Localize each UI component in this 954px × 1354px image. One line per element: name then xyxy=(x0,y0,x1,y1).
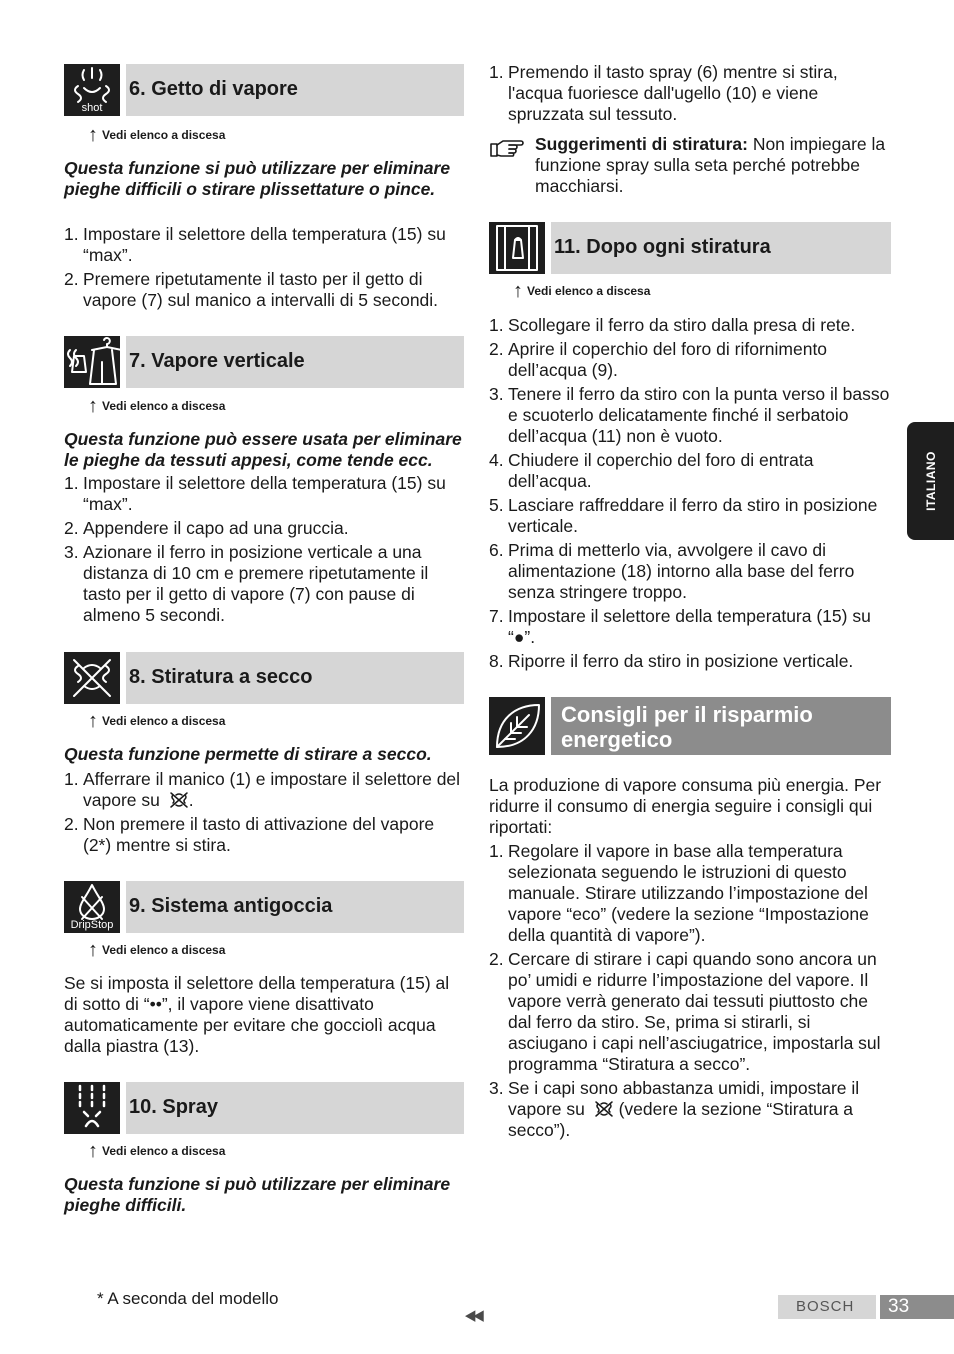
step-number: 1. xyxy=(489,62,504,82)
step-text: Lasciare raffreddare il ferro da stiro in posizione verticale. xyxy=(508,495,878,536)
step-text: Impostare il selettore della temperatura (15) su “●”. xyxy=(508,606,871,647)
list-item xyxy=(64,518,464,539)
energy-steps xyxy=(489,841,891,1144)
step-text-end: (vedere la sezione “Stiratura a secco”). xyxy=(508,1099,854,1140)
see-below-text: Vedi elenco a discesa xyxy=(102,943,226,957)
section-title: 8. Stiratura a secco xyxy=(129,666,313,688)
list-item xyxy=(489,841,891,946)
section-title-bar xyxy=(126,881,464,933)
up-arrow-icon: ↑ xyxy=(88,124,98,146)
leaf-icon xyxy=(489,697,545,755)
section-6-intro: Questa funzione si può utilizzare per eliminare pieghe difficili o stirare plissettature o pince. xyxy=(64,158,451,199)
step-number: 3. xyxy=(489,1078,504,1098)
list-item xyxy=(489,315,891,336)
list-item xyxy=(489,62,891,125)
up-arrow-icon: ↑ xyxy=(88,939,98,961)
list-item xyxy=(489,949,891,1075)
section-7-steps xyxy=(64,473,464,629)
list-item xyxy=(489,540,891,603)
step-text: Impostare il selettore della temperatura (15) su “max”. xyxy=(83,473,446,514)
see-below-text: Vedi elenco a discesa xyxy=(102,128,226,142)
step-number: 1. xyxy=(64,224,79,244)
section-title: 9. Sistema antigoccia xyxy=(129,895,333,917)
vertical-steam-icon xyxy=(64,336,120,388)
see-below-text: Vedi elenco a discesa xyxy=(527,284,651,298)
up-arrow-icon: ↑ xyxy=(88,1140,98,1162)
list-item xyxy=(64,769,464,811)
step-number: 7. xyxy=(489,606,504,626)
step-text: Non premere il tasto di attivazione del vapore (2*) mentre si stira. xyxy=(83,814,435,855)
step-text: Chiudere il coperchio del foro di entrata dell’acqua. xyxy=(508,450,814,491)
no-steam-icon xyxy=(594,1100,614,1118)
section-title-bar xyxy=(126,64,464,116)
tip-text: Non impiegare la funzione spray sulla seta perché potrebbe macchiarsi. xyxy=(535,134,886,196)
steam-shot-icon xyxy=(64,64,120,116)
after-ironing-icon xyxy=(489,222,545,274)
list-item xyxy=(64,473,464,515)
section-6-steps xyxy=(64,224,464,314)
up-arrow-icon: ↑ xyxy=(88,395,98,417)
step-text: Aprire il coperchio del foro di rifornimento dell’acqua (9). xyxy=(508,339,828,380)
step-number: 6. xyxy=(489,540,504,560)
step-number: 2. xyxy=(64,518,79,538)
page-number: 33 xyxy=(888,1296,910,1317)
step-text: Regolare il vapore in base alla temperatura selezionata seguendo le istruzioni di questo manuale. Stirare utilizzando l’impostazione del vapore “eco” (vedere la sezione “Impostazione della quantità di vapore”). xyxy=(508,841,869,945)
list-item xyxy=(489,606,891,648)
list-item xyxy=(489,1078,891,1141)
step-number: 1. xyxy=(64,473,79,493)
list-item xyxy=(64,269,464,311)
step-text: Appendere il capo ad una gruccia. xyxy=(83,518,349,538)
step-number: 4. xyxy=(489,450,504,470)
section-10-header xyxy=(64,1082,464,1134)
see-below-note xyxy=(513,280,650,303)
step-text: Riporre il ferro da stiro in posizione verticale. xyxy=(508,651,854,671)
step-text: Scollegare il ferro da stiro dalla presa di rete. xyxy=(508,315,856,335)
list-item xyxy=(489,384,891,447)
section-7-header xyxy=(64,336,464,388)
energy-title-bar xyxy=(551,697,891,755)
see-below-text: Vedi elenco a discesa xyxy=(102,399,226,413)
step-number: 1. xyxy=(64,769,79,789)
section-title-bar xyxy=(551,222,891,274)
section-title-bar xyxy=(126,652,464,704)
step-text: Cercare di stirare i capi quando sono ancora un po’ umidi e ridurre l’impostazione del vapore. Il vapore verrà generato dai tessuti piuttosto che dal ferro da stiro. Se, prima si stirarli, si asciugano i capi nell’asciugatrice, impostarla sul programma “Stiratura a secco”. xyxy=(508,949,881,1074)
see-below-text: Vedi elenco a discesa xyxy=(102,714,226,728)
step-number: 2. xyxy=(64,814,79,834)
spray-icon xyxy=(64,1082,120,1134)
section-title: 7. Vapore verticale xyxy=(129,350,305,372)
section-10-intro: Questa funzione si può utilizzare per eliminare pieghe difficili. xyxy=(64,1174,451,1215)
list-item xyxy=(64,542,464,626)
previous-page-icon[interactable]: ◀◀ xyxy=(465,1307,482,1324)
section-8-intro: Questa funzione permette di stirare a secco. xyxy=(64,744,432,764)
icon-caption: shot xyxy=(81,102,103,114)
list-item xyxy=(489,339,891,381)
step-number: 5. xyxy=(489,495,504,515)
dripstop-icon xyxy=(64,881,120,933)
see-below-note xyxy=(88,939,225,962)
step-text: Premendo il tasto spray (6) mentre si stira, l'acqua fuoriesce dall'ugello (10) e viene spruzzata sul tessuto. xyxy=(508,62,838,124)
section-title-bar xyxy=(126,336,464,388)
list-item xyxy=(64,224,464,266)
section-10-steps xyxy=(489,62,891,128)
list-item xyxy=(489,495,891,537)
ironing-tip xyxy=(535,134,893,197)
step-number: 2. xyxy=(489,949,504,969)
up-arrow-icon: ↑ xyxy=(88,710,98,732)
energy-intro: La produzione di vapore consuma più energia. Per ridurre il consumo di energia seguire i consigli qui riportati: xyxy=(489,775,882,837)
footnote: * A seconda del modello xyxy=(97,1289,279,1308)
brand-name: BOSCH xyxy=(796,1298,855,1315)
step-number: 2. xyxy=(489,339,504,359)
section-7-intro: Questa funzione può essere usata per eliminare le pieghe da tessuti appesi, come tende ecc. xyxy=(64,429,462,470)
section-9-body: Se si imposta il selettore della temperatura (15) al di sotto di “••”, il vapore viene disattivato automaticamente per evitare che gocciolì acqua dalla piastra (13). xyxy=(64,973,450,1056)
step-text-end: . xyxy=(188,790,194,810)
tip-label: Suggerimenti di stiratura: xyxy=(535,134,748,154)
step-number: 2. xyxy=(64,269,79,289)
step-text: Afferrare il manico (1) e impostare il selettore del vapore su xyxy=(83,769,461,810)
list-item xyxy=(64,814,464,856)
energy-section-title: Consigli per il risparmio energetico xyxy=(561,702,813,752)
step-text: Premere ripetutamente il tasto per il getto di vapore (7) sul manico a intervalli di 5 secondi. xyxy=(83,269,439,310)
section-title: 6. Getto di vapore xyxy=(129,78,298,100)
up-arrow-icon: ↑ xyxy=(513,280,523,302)
step-number: 8. xyxy=(489,651,504,671)
step-text: Se i capi sono abbastanza umidi, impostare il vapore su xyxy=(508,1078,860,1119)
step-text: Prima di metterlo via, avvolgere il cavo di alimentazione (18) intorno alla base del ferro senza stringere troppo. xyxy=(508,540,855,602)
step-text: Azionare il ferro in posizione verticale a una distanza di 10 cm e premere ripetutamente il tasto per il getto di vapore (7) con pause di almeno 5 secondi. xyxy=(83,542,429,625)
list-item xyxy=(489,651,891,672)
list-item xyxy=(489,450,891,492)
icon-caption: DripStop xyxy=(70,919,114,931)
language-tab-label: ITALIANO xyxy=(923,451,938,511)
step-number: 1. xyxy=(489,841,504,861)
language-tab xyxy=(907,422,954,540)
step-number: 3. xyxy=(64,542,79,562)
see-below-note xyxy=(88,1140,225,1163)
brand-bar xyxy=(778,1295,876,1319)
pointing-hand-icon xyxy=(489,136,525,160)
step-number: 1. xyxy=(489,315,504,335)
section-title-bar xyxy=(126,1082,464,1134)
dry-ironing-icon xyxy=(64,652,120,704)
step-text: Tenere il ferro da stiro con la punta verso il basso e scuoterlo delicatamente finché il serbatoio dell’acqua (11) non è vuoto. xyxy=(508,384,890,446)
section-9-header xyxy=(64,881,464,933)
step-number: 3. xyxy=(489,384,504,404)
section-11-header xyxy=(489,222,891,274)
section-title: 10. Spray xyxy=(129,1096,218,1118)
section-8-header xyxy=(64,652,464,704)
section-title: 11. Dopo ogni stiratura xyxy=(554,236,771,258)
page-number-bar xyxy=(880,1295,954,1319)
step-text: Impostare il selettore della temperatura (15) su “max”. xyxy=(83,224,446,265)
no-steam-icon xyxy=(169,791,189,809)
section-6-header xyxy=(64,64,464,116)
see-below-note xyxy=(88,395,225,418)
section-11-steps xyxy=(489,315,891,675)
see-below-text: Vedi elenco a discesa xyxy=(102,1144,226,1158)
energy-section-header xyxy=(489,697,891,755)
section-8-steps xyxy=(64,769,464,859)
see-below-note xyxy=(88,710,225,733)
see-below-note xyxy=(88,124,225,147)
